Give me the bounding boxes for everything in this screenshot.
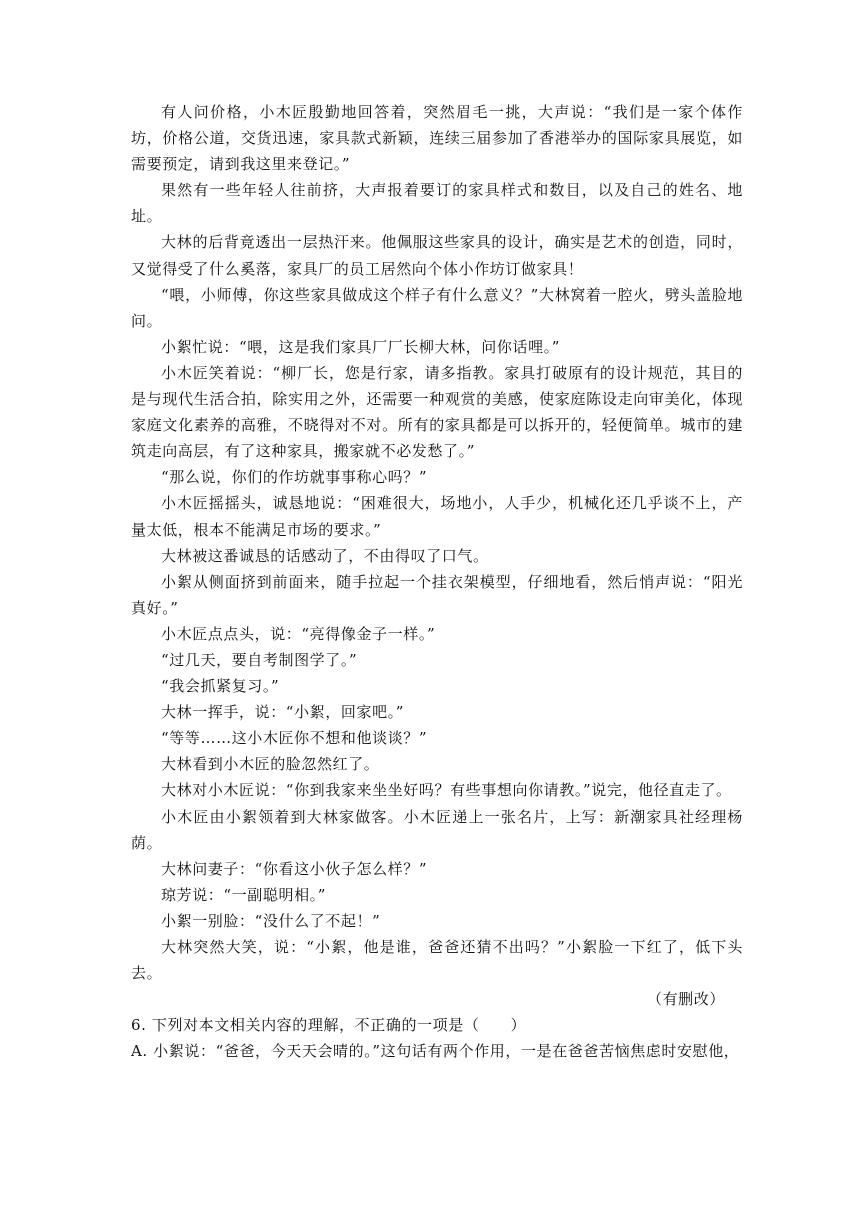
paragraph: 大林问妻子：“你看这小伙子怎么样？”: [161, 859, 428, 878]
option-a: A. 小絮说：“爸爸，今天天会晴的。”这句话有两个作用，一是在爸爸苦恼焦虑时安慰他，: [131, 1042, 740, 1061]
paragraph: 大林看到小木匠的脸忽然红了。: [161, 755, 380, 774]
paragraph: 小絮从侧面挤到前面来，随手拉起一个挂衣架模型，仔细地看，然后悄声说：“阳光真好。”: [131, 572, 743, 617]
paragraph: 大林对小木匠说：“你到我家来坐坐好吗？有些事想向你请教。”说完，他径直走了。: [161, 781, 732, 800]
paragraph: 小木匠摇摇头，诚恳地说：“困难很大，场地小，人手少，机械化还几乎谈不上，产量太低，根本不能满足市场的要求。”: [131, 494, 743, 539]
paragraph: 大林一挥手，说：“小絮，回家吧。”: [161, 703, 405, 722]
source-note: （有删改）: [646, 990, 725, 1009]
paragraph: 大林突然大笑，说：“小絮，他是谁，爸爸还猜不出吗？”小絮脸一下红了，低下头去。: [131, 938, 743, 983]
paragraph: 大林的后背竟透出一层热汗来。他佩服这些家具的设计，确实是艺术的创造，同时，又觉得受了什么奚落，家具厂的员工居然向个体小作坊订做家具！: [131, 233, 743, 278]
paragraph: 小木匠笑着说：“柳厂长，您是行家，请多指教。家具打破原有的设计规范，其目的是与现代生活合拍，除实用之外，还需要一种观赏的美感，使家庭陈设走向审美化，体现家庭文化素养的高雅，不晓得对不对。所有的家具都是可以拆开的，轻便简单。城市的建筑走向高层，有了这种家具，搬家就不必发愁了。”: [131, 363, 743, 461]
paragraph: 有人问价格，小木匠殷勤地回答着，突然眉毛一挑，大声说：“我们是一家个体作坊，价格公道，交货迅速，家具款式新颖，连续三届参加了香港举办的国际家具展览，如需要预定，请到我这里来登记。”: [131, 103, 743, 174]
paragraph: 琼芳说：“一副聪明相。”: [161, 885, 327, 904]
paragraph: “过几天，要自考制图学了。”: [161, 650, 358, 669]
article-body: [131, 99, 743, 1064]
paragraph: 小木匠点点头，说：“亮得像金子一样。”: [161, 624, 436, 643]
paragraph: “那么说，你们的作坊就事事称心吗？”: [161, 468, 428, 487]
question-6: 6. 下列对本文相关内容的理解，不正确的一项是（ ）: [131, 1016, 527, 1035]
paragraph: 果然有一些年轻人往前挤，大声报着要订的家具样式和数目，以及自己的姓名、地址。: [131, 181, 743, 226]
paragraph: 小木匠由小絮领着到大林家做客。小木匠递上一张名片，上写：新潮家具社经理杨荫。: [131, 807, 743, 852]
paragraph: “我会抓紧复习。”: [161, 677, 280, 696]
paragraph: 大林被这番诚恳的话感动了，不由得叹了口气。: [161, 546, 489, 565]
paragraph: 小絮忙说：“喂，这是我们家具厂厂长柳大林，问你话哩。”: [161, 337, 561, 356]
paragraph: “等等……这小木匠你不想和他谈谈？”: [161, 729, 428, 748]
paragraph: “喂，小师傅，你这些家具做成这个样子有什么意义？”大林窝着一腔火，劈头盖脸地问。: [131, 285, 743, 330]
paragraph: 小絮一别脸：“没什么了不起！”: [161, 911, 381, 930]
